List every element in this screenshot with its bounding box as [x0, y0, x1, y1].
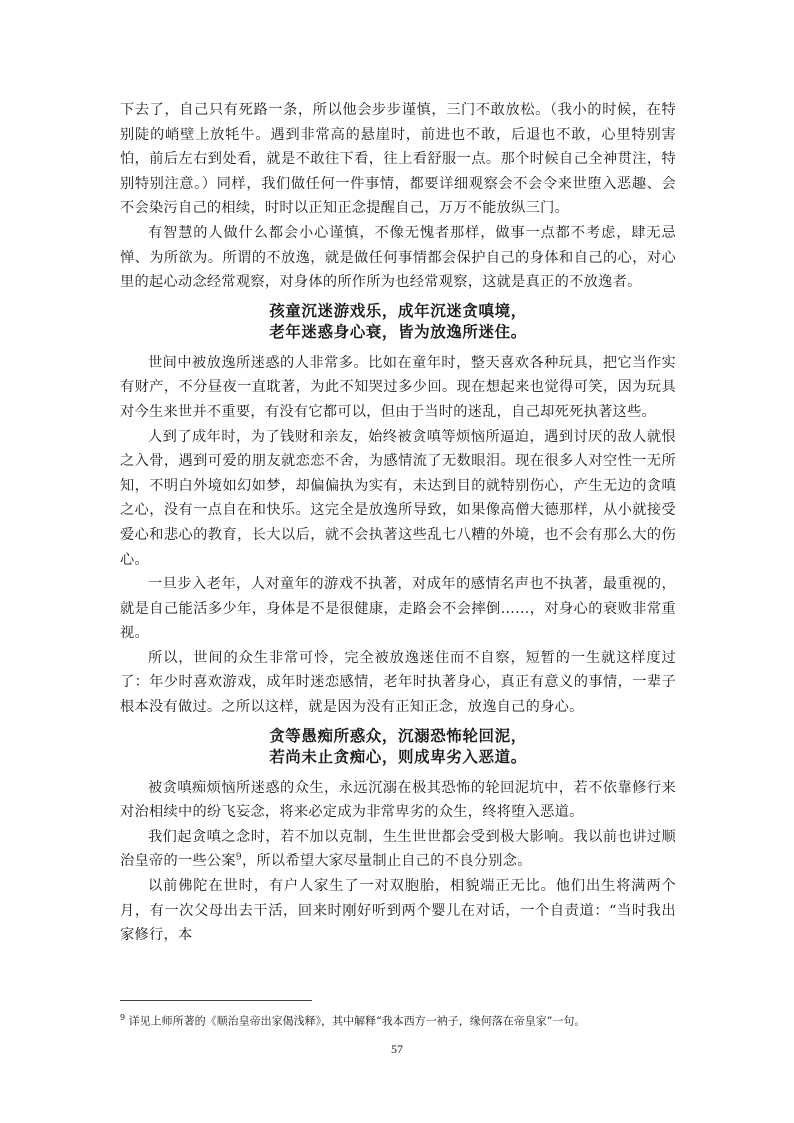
- paragraph: 有智慧的人做什么都会小心谨慎，不像无愧者那样，做事一点都不考虑，肆无忌惮、为所欲为。所谓的不放逸，就是做任何事情都会保护自己的身体和自己的心，对心里的起心动念经常观察，对身体的所作所为也经常观察，这就是真正的不放逸者。: [120, 224, 676, 291]
- paragraph: 人到了成年时，为了钱财和亲友，始终被贪嗔等烦恼所逼迫，遇到讨厌的敌人就恨之入骨，遇到可爱的朋友就恋恋不舍，为感情流了无数眼泪。现在很多人对空性一无所知，不明白外境如幻如梦，却偏偏执为实有，未达到目的就特别伤心，产生无边的贪嗔之心，没有一点自在和快乐。这完全是放逸所导致，如果像高僧大德那样，从小就接受爱心和悲心的教育，长大以后，就不会执著这些乱七八糟的外境，也不会有那么大的伤心。: [120, 428, 676, 568]
- verse-1: [120, 301, 676, 343]
- paragraph: 世间中被放逸所迷惑的人非常多。比如在童年时，整天喜欢各种玩具，把它当作实有财产，不分昼夜一直耽著，为此不知哭过多少回。现在想起来也觉得可笑，因为玩具对今生来世并不重要，有没有它都可以，但由于当时的迷乱，自己却死死执著这些。: [120, 354, 676, 420]
- body-text: [120, 98, 676, 948]
- verse-line: 贪等愚痴所惑众，沉溺恐怖轮回泥，: [269, 726, 527, 745]
- verse-line: 孩童沉迷游戏乐，成年沉迷贪嗔境，: [269, 301, 527, 320]
- paragraph: 以前佛陀在世时，有户人家生了一对双胞胎，相貌端正无比。他们出生将满两个月，有一次父母出去干活，回来时刚好听到两个婴儿在对话，一个自责道：“当时我出家修行，本: [120, 878, 676, 944]
- paragraph: 下去了，自己只有死路一条，所以他会步步谨慎，三门不敢放松。（我小的时候，在特别陡的峭壁上放牦牛。遇到非常高的悬崖时，前进也不敢，后退也不敢，心里特别害怕，前后左右到处看，就是不敢往下看，往上看舒服一点。那个时候自己全神贯注，特别特别注意。）同样，我们做任何一件事情，都要详细观察会不会令来世堕入恶趣、会不会染污自己的相续，时时以正知正念提醒自己，万万不能放纵三门。: [120, 102, 676, 217]
- footnote-text: 详见上师所著的《顺治皇帝出家偈浅释》，其中解释“我本西方一衲子，缘何落在帝皇家”一句。: [128, 1014, 586, 1028]
- paragraph: 所以，世间的众生非常可怜，完全被放逸迷住而不自察，短暂的一生就这样度过了：年少时喜欢游戏，成年时迷恋感情，老年时执著身心，真正有意义的事情，一辈子根本没有做过。之所以这样，就是因为没有正知正念，放逸自己的身心。: [120, 649, 676, 716]
- verse-line: 老年迷惑身心衰，皆为放逸所迷住。: [269, 322, 527, 341]
- paragraph: [120, 825, 676, 874]
- paragraph: 被贪嗔痴烦恼所迷惑的众生，永远沉溺在极其恐怖的轮回泥坑中，若不依靠修行来对治相续中的纷飞妄念，将来必定成为非常卑劣的众生，终将堕入恶道。: [120, 779, 676, 821]
- verse-2: [120, 726, 676, 768]
- paragraph-text: 我们起贪嗔之念时，若不加以克制，生生世世都会受到极大影响。我以前也讲过顺治皇帝的一些公案: [120, 828, 676, 870]
- page-number: 57: [391, 1042, 403, 1056]
- paragraph: 一旦步入老年，人对童年的游戏不执著，对成年的感情名声也不执著，最重视的，就是自己能活多少年，身体是不是很健康，走路会不会摔倒……，对身心的衰败非常重视。: [120, 576, 676, 642]
- footnote: [120, 1010, 676, 1030]
- verse-line: 若尚未止贪痴心，则成卑劣入恶道。: [269, 747, 527, 766]
- footnote-number: 9: [120, 1013, 126, 1022]
- paragraph-text: ，所以希望大家尽量制止自己的不良分别念。: [241, 853, 532, 870]
- footnote-divider: [120, 1000, 312, 1001]
- footnote-reference[interactable]: 9: [235, 852, 242, 863]
